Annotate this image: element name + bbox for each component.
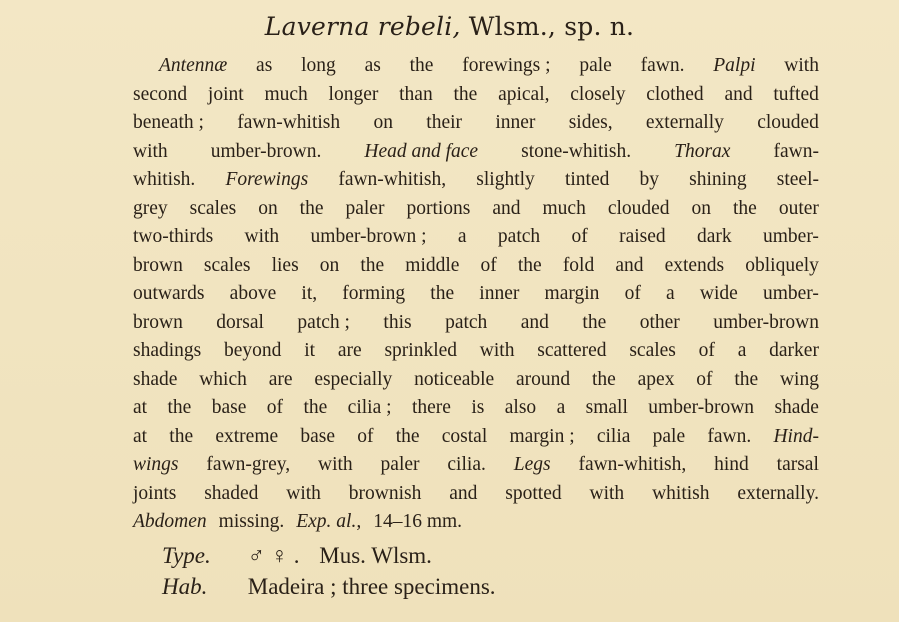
word: umber- xyxy=(762,283,819,304)
italic-term: Hind- xyxy=(773,425,819,447)
text-line xyxy=(133,337,819,366)
word: the xyxy=(169,425,194,447)
word: portions xyxy=(406,197,471,219)
word: and xyxy=(615,254,644,276)
word: with xyxy=(318,454,353,475)
word: steel- xyxy=(776,169,819,190)
word: pale xyxy=(579,55,612,76)
word: grey xyxy=(133,197,168,219)
word: brown xyxy=(133,254,183,276)
word: scales xyxy=(629,340,676,361)
word: lies xyxy=(271,254,299,276)
word: wing xyxy=(779,368,819,390)
word: and xyxy=(449,482,478,504)
word: their xyxy=(426,112,463,133)
word: at xyxy=(133,397,148,418)
word: fawn. xyxy=(640,55,685,76)
word: patch xyxy=(445,311,488,333)
word: second xyxy=(133,83,188,105)
italic-term: Head and face xyxy=(364,140,479,162)
word: sides, xyxy=(568,112,613,133)
word: as xyxy=(364,55,381,76)
word: a xyxy=(457,226,467,247)
word: much xyxy=(542,197,586,219)
word: fawn-whitish, xyxy=(578,454,687,475)
type-label: Type. xyxy=(162,543,211,568)
word: shade xyxy=(774,397,819,418)
word: with xyxy=(479,340,515,361)
word: small xyxy=(585,397,628,418)
word: the xyxy=(517,254,542,276)
sex-symbols: ♂ ♀ . xyxy=(247,543,300,568)
word: extreme xyxy=(215,425,279,447)
word: scales xyxy=(189,197,237,219)
word: fawn. xyxy=(707,425,752,447)
italic-term: Exp. al., xyxy=(296,511,362,532)
word: beyond xyxy=(224,340,282,361)
word: fawn-grey, xyxy=(206,454,291,475)
word: extends xyxy=(664,254,725,276)
word: tinted xyxy=(564,169,610,190)
word: umber- xyxy=(763,226,819,247)
text-line xyxy=(133,252,819,281)
italic-term: Forewings xyxy=(225,169,309,190)
word: and xyxy=(492,197,521,219)
word: on xyxy=(691,197,712,219)
word: umber-brown xyxy=(713,311,819,333)
word: of xyxy=(571,226,588,247)
specimen-info xyxy=(162,540,762,602)
word: sprinkled xyxy=(384,340,458,361)
word: darker xyxy=(769,340,819,361)
word: inner xyxy=(495,112,536,133)
word: margin xyxy=(544,283,600,304)
species-author: Wlsm., sp. n. xyxy=(468,12,635,41)
word: of xyxy=(357,425,374,447)
word: stone-whitish. xyxy=(521,140,632,162)
word: tarsal xyxy=(776,454,819,475)
word: umber-brown ; xyxy=(310,226,427,247)
italic-term: Antennæ xyxy=(159,55,228,76)
word: other xyxy=(639,311,680,333)
italic-term: Thorax xyxy=(674,140,731,162)
word: than xyxy=(399,83,433,105)
text-line xyxy=(133,223,819,252)
word: paler xyxy=(380,454,420,475)
word: brown xyxy=(133,311,183,333)
text-line xyxy=(133,138,819,167)
word: outwards xyxy=(133,283,205,304)
text-line xyxy=(133,451,819,480)
word: cilia xyxy=(596,425,631,447)
word: by xyxy=(639,169,660,190)
text-line xyxy=(133,508,819,537)
word: which xyxy=(199,368,247,390)
word: the xyxy=(592,368,616,390)
word: closely xyxy=(570,83,626,105)
word: a xyxy=(666,283,675,304)
habitat-line xyxy=(162,571,762,602)
text-line xyxy=(133,52,819,81)
word: dark xyxy=(697,226,732,247)
word: with xyxy=(244,226,280,247)
word: 14–16 mm. xyxy=(373,511,463,532)
word: margin ; xyxy=(509,425,575,447)
word: inner xyxy=(479,283,520,304)
word: apex xyxy=(637,368,675,390)
word: whitish. xyxy=(133,169,196,190)
word: the xyxy=(360,254,385,276)
word: apical, xyxy=(498,83,550,105)
word: are xyxy=(337,340,362,361)
word: of xyxy=(624,283,641,304)
word: above xyxy=(229,283,277,304)
word: umber-brown xyxy=(648,397,755,418)
word: shining xyxy=(689,169,747,190)
text-line xyxy=(133,480,819,509)
word: externally xyxy=(645,112,724,133)
text-line xyxy=(133,195,819,224)
word: with xyxy=(286,482,321,504)
word: middle xyxy=(405,254,460,276)
word: fawn- xyxy=(773,140,819,162)
word: whitish xyxy=(652,482,710,504)
word: patch xyxy=(497,226,541,247)
word: externally. xyxy=(737,482,819,504)
italic-term: Palpi xyxy=(713,55,756,76)
word: joints xyxy=(133,482,177,504)
word: and xyxy=(520,311,549,333)
word: around xyxy=(516,368,571,390)
word: of xyxy=(698,340,715,361)
text-line xyxy=(133,394,819,423)
word: the xyxy=(582,311,607,333)
word: costal xyxy=(441,425,488,447)
word: are xyxy=(268,368,293,390)
text-line xyxy=(133,366,819,395)
text-line xyxy=(133,309,819,338)
text-line xyxy=(133,280,819,309)
word: is xyxy=(471,397,485,418)
word: this xyxy=(383,311,412,333)
word: shade xyxy=(133,368,178,390)
word: the xyxy=(299,197,324,219)
text-line xyxy=(133,166,819,195)
italic-term: Abdomen xyxy=(133,511,207,532)
word: of xyxy=(696,368,713,390)
word: with xyxy=(133,140,168,162)
text-line xyxy=(133,81,819,110)
word: noticeable xyxy=(414,368,495,390)
word: there xyxy=(411,397,451,418)
species-name: Laverna rebeli, xyxy=(264,12,461,41)
word: wide xyxy=(699,283,738,304)
word: of xyxy=(266,397,284,418)
word: paler xyxy=(345,197,385,219)
word: fawn-whitish, xyxy=(338,169,447,190)
type-line xyxy=(162,540,762,571)
word: beneath ; xyxy=(133,112,204,133)
word: it xyxy=(304,340,316,361)
word: raised xyxy=(619,226,666,247)
word: brownish xyxy=(348,482,422,504)
word: clouded xyxy=(607,197,670,219)
word: the xyxy=(409,55,434,76)
word: outer xyxy=(778,197,819,219)
word: the xyxy=(734,368,759,390)
word: on xyxy=(258,197,278,219)
word: on xyxy=(319,254,340,276)
word: two-thirds xyxy=(133,226,214,247)
habitat-label: Hab. xyxy=(162,574,208,599)
word: a xyxy=(556,397,566,418)
word: forewings ; xyxy=(462,55,551,76)
word: dorsal xyxy=(216,311,264,333)
word: on xyxy=(373,112,393,133)
word: tufted xyxy=(773,83,819,105)
word: the xyxy=(453,83,478,105)
word: shaded xyxy=(204,482,259,504)
word: long xyxy=(301,55,336,76)
word: and xyxy=(724,83,753,105)
word: as xyxy=(256,55,273,76)
word: patch ; xyxy=(297,311,350,333)
word: the xyxy=(395,425,420,447)
word: fold xyxy=(562,254,595,276)
word: the xyxy=(167,397,192,418)
word: especially xyxy=(314,368,393,390)
word: scattered xyxy=(537,340,607,361)
word: the xyxy=(430,283,455,304)
word: pale xyxy=(652,425,686,447)
word: with xyxy=(589,482,625,504)
word: joint xyxy=(207,83,244,105)
word: fawn-whitish xyxy=(237,112,341,133)
word: umber-brown. xyxy=(210,140,322,162)
word: cilia. xyxy=(447,454,486,475)
word: base xyxy=(211,397,247,418)
word: the xyxy=(303,397,328,418)
word: hind xyxy=(714,454,749,475)
word: clothed xyxy=(646,83,704,105)
word: scales xyxy=(203,254,251,276)
word: shadings xyxy=(133,340,202,361)
word: longer xyxy=(328,83,379,105)
text-line xyxy=(133,423,819,452)
word: it, xyxy=(301,283,318,304)
italic-term: Legs xyxy=(513,454,551,475)
word: the xyxy=(733,197,757,219)
word: a xyxy=(737,340,747,361)
word: with xyxy=(784,55,819,76)
word: slightly xyxy=(476,169,535,190)
word: cilia ; xyxy=(347,397,392,418)
word: much xyxy=(264,83,308,105)
word: base xyxy=(300,425,336,447)
word: missing. xyxy=(218,511,285,532)
species-description xyxy=(133,52,819,537)
species-heading xyxy=(0,12,899,41)
word: obliquely xyxy=(745,254,819,276)
text-line xyxy=(133,109,819,138)
word: of xyxy=(480,254,497,276)
habitat-value: Madeira ; three specimens. xyxy=(247,574,496,599)
word: spotted xyxy=(505,482,562,504)
word: also xyxy=(504,397,537,418)
word: clouded xyxy=(757,112,819,133)
word: forming xyxy=(342,283,406,304)
italic-term: wings xyxy=(133,454,179,475)
type-repository: Mus. Wlsm. xyxy=(319,543,432,568)
word: at xyxy=(133,425,148,447)
